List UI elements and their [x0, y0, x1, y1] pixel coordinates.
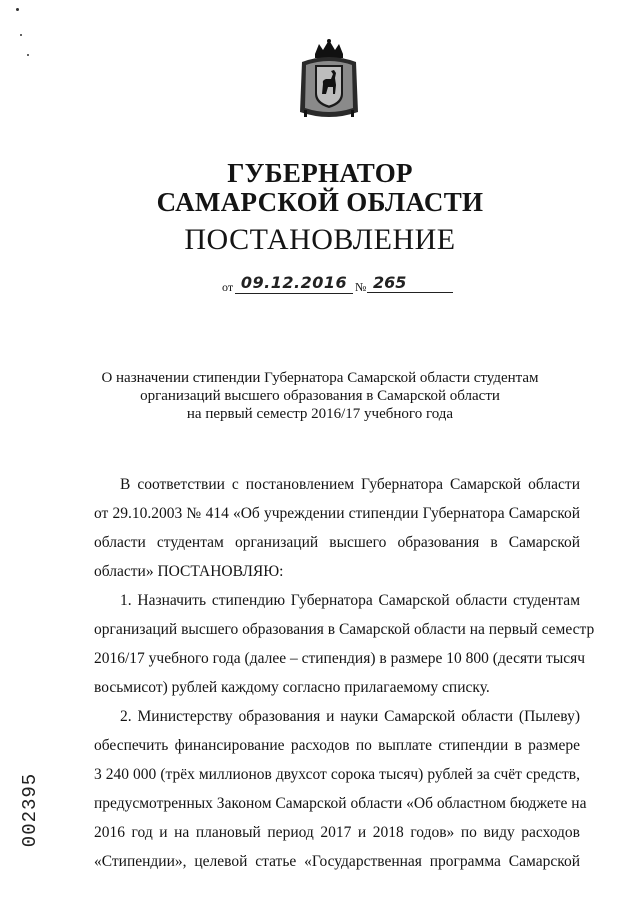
body-line: от 29.10.2003 № 414 «Об учреждении стипендии Губернатора Самарской: [94, 505, 580, 522]
registration-stamp: [14, 770, 46, 850]
scan-speck: [27, 54, 29, 56]
document-number: 265: [367, 273, 453, 293]
number-sign-label: №: [355, 280, 367, 294]
body-line: восьмисот) рублей каждому согласно прилагаемому списку.: [94, 679, 490, 696]
issuer-title-line-1: ГУБЕРНАТОР: [227, 158, 413, 188]
samara-coat-of-arms-icon: [298, 38, 360, 120]
document-date: 09.12.2016: [235, 273, 353, 294]
body-line: 3 240 000 (трёх миллионов двухсот сорока тысяч) рублей за счёт средств,: [94, 766, 580, 783]
document-subject: [80, 369, 560, 423]
subject-line: на первый семестр 2016/17 учебного года: [186, 406, 454, 422]
subject-line: О назначении стипендии Губернатора Самарской области студентам: [101, 370, 539, 386]
body-line: 2016 год и на плановый период 2017 и 2018 годов» по виду расходов: [94, 824, 580, 841]
registration-number: 002395: [19, 772, 41, 848]
body-line: предусмотренных Законом Самарской области «Об областном бюджете на: [94, 795, 587, 812]
document-type-title: ПОСТАНОВЛЕНИЕ: [184, 223, 456, 256]
body-line: организаций высшего образования в Самарской области на первый семестр: [94, 621, 595, 638]
scan-speck: [16, 8, 19, 11]
body-line: 2. Министерству образования и науки Самарской области (Пылеву): [120, 708, 580, 725]
body-line: 1. Назначить стипендию Губернатора Самарской области студентам: [120, 592, 580, 609]
body-line: обеспечить финансирование расходов по выплате стипендии в размере: [94, 737, 580, 754]
body-line: 2016/17 учебного года (далее – стипендия) в размере 10 800 (десяти тысяч: [94, 650, 586, 667]
issuer-title-line-2: САМАРСКОЙ ОБЛАСТИ: [156, 187, 484, 217]
date-prefix-label: от: [222, 280, 234, 294]
subject-line: организаций высшего образования в Самарской области: [140, 388, 500, 404]
body-line: В соответствии с постановлением Губернатора Самарской области: [120, 476, 580, 493]
body-line: «Стипендии», целевой статье «Государственная программа Самарской: [94, 853, 580, 870]
date-number-line: [222, 273, 462, 297]
body-line: области студентам организаций высшего образования в Самарской: [94, 534, 580, 551]
body-line: области» ПОСТАНОВЛЯЮ:: [94, 563, 284, 580]
scan-speck: [20, 34, 22, 36]
